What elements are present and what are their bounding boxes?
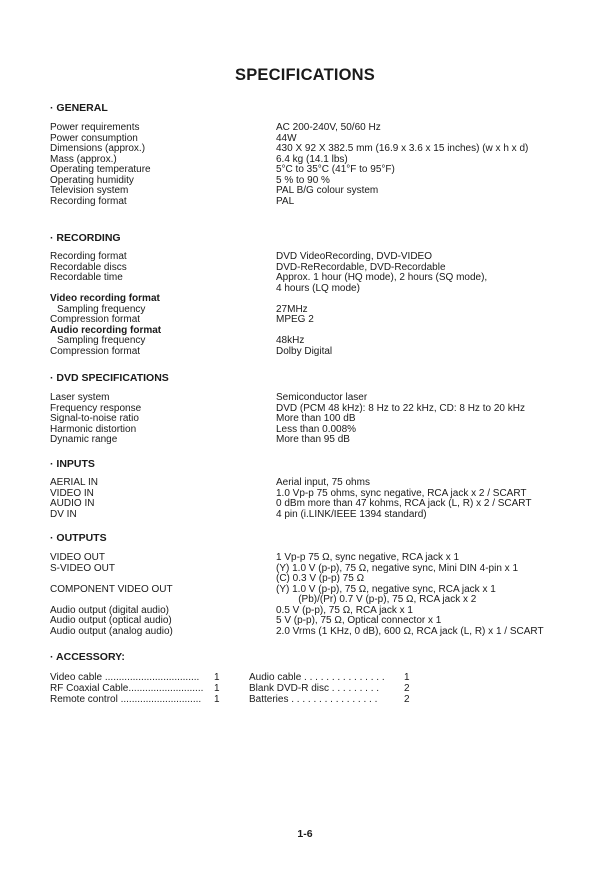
spec-value: (C) 0.3 V (p-p) 75 Ω: [276, 573, 365, 584]
spec-row: [50, 393, 590, 404]
spec-label: Operating humidity: [50, 174, 134, 186]
spec-value: (Pb)/(Pr) 0.7 V (p-p), 75 Ω, RCA jack x 2: [276, 594, 477, 605]
spec-value: DVD VideoRecording, DVD-VIDEO: [276, 251, 432, 262]
spec-value: 2.0 Vrms (1 KHz, 0 dB), 600 Ω, RCA jack (L, R) x 1 / SCART: [276, 625, 544, 637]
spec-value: 5 V (p-p), 75 Ω, Optical connector x 1: [276, 615, 442, 626]
section-heading-general: · GENERAL: [50, 102, 108, 114]
spec-label: Audio output (optical audio): [50, 615, 172, 626]
spec-label: Laser system: [50, 392, 110, 403]
spec-label: VIDEO IN: [50, 487, 94, 499]
spec-value: 4 pin (i.LINK/IEEE 1394 standard): [276, 508, 427, 520]
spec-label: Recordable discs: [50, 261, 127, 273]
spec-row: [50, 574, 590, 585]
spec-label: Dimensions (approx.): [50, 143, 146, 154]
spec-label: Dynamic range: [50, 434, 118, 445]
spec-row: [50, 273, 590, 284]
spec-value: DVD-ReRecordable, DVD-Recordable: [276, 261, 446, 273]
spec-row: [50, 616, 590, 627]
section-heading-outputs: · OUTPUTS: [50, 532, 107, 544]
spec-row: [50, 197, 590, 208]
accessory-qty: 2: [404, 683, 410, 694]
accessory-qty: 1: [214, 683, 220, 694]
spec-value: 44W: [276, 132, 297, 144]
spec-value: 5°C to 35°C (41°F to 95°F): [276, 164, 395, 175]
accessory-qty: 2: [404, 694, 410, 705]
spec-subheading: [50, 294, 590, 305]
accessory-list: [50, 672, 590, 705]
spec-row: [50, 553, 590, 564]
spec-label: S-VIDEO OUT: [50, 562, 116, 574]
section-heading-dvd: · DVD SPECIFICATIONS: [50, 372, 169, 384]
spec-label: Signal-to-noise ratio: [50, 413, 139, 424]
spec-row: [50, 414, 590, 425]
spec-value: 48kHz: [276, 335, 305, 346]
page-number: 1-6: [297, 828, 313, 840]
spec-label: Power consumption: [50, 132, 138, 144]
spec-value: 27MHz: [276, 303, 308, 315]
page-title: SPECIFICATIONS: [234, 66, 375, 84]
accessory-row: [50, 694, 590, 705]
spec-label: Sampling frequency: [57, 335, 146, 346]
spec-label: Video recording format: [50, 293, 160, 304]
spec-value: 1 Vp-p 75 Ω, sync negative, RCA jack x 1: [276, 552, 460, 563]
spec-label: Sampling frequency: [57, 303, 146, 315]
spec-label: Audio output (digital audio): [50, 604, 169, 616]
spec-row: [50, 123, 590, 134]
spec-row: [50, 435, 590, 446]
spec-value: 0.5 V (p-p), 75 Ω, RCA jack x 1: [276, 604, 413, 616]
accessory-item: Remote control .............................: [50, 694, 202, 705]
spec-value: PAL: [276, 195, 295, 207]
spec-label: AUDIO IN: [50, 498, 95, 509]
spec-value: Semiconductor laser: [276, 392, 368, 403]
spec-row: [50, 252, 590, 263]
spec-value: PAL B/G colour system: [276, 185, 379, 196]
accessory-item: Audio cable . . . . . . . . . . . . . . .: [249, 672, 385, 683]
spec-label: Recordable time: [50, 272, 123, 283]
spec-value: 430 X 92 X 382.5 mm (16.9 x 3.6 x 15 inches) (w x h x d): [276, 143, 529, 154]
spec-value: 4 hours (LQ mode): [276, 282, 360, 294]
section-heading-recording: · RECORDING: [50, 232, 121, 244]
spec-label: Compression format: [50, 314, 141, 325]
spec-value: 5 % to 90 %: [276, 174, 330, 186]
spec-value: (Y) 1.0 V (p-p), 75 Ω, negative sync, RCA jack x 1: [276, 583, 496, 595]
accessory-row: [50, 683, 590, 694]
spec-row: [50, 627, 590, 638]
spec-label: Power requirements: [50, 122, 140, 133]
outputs-spec-list: [50, 553, 590, 637]
spec-row: [50, 186, 590, 197]
spec-label: AERIAL IN: [50, 477, 98, 488]
spec-value: More than 100 dB: [276, 413, 356, 424]
spec-label: Frequency response: [50, 402, 142, 414]
accessory-item: Batteries . . . . . . . . . . . . . . . .: [249, 694, 378, 705]
accessory-qty: 1: [404, 672, 410, 683]
spec-row: [50, 165, 590, 176]
spec-row: [50, 336, 590, 347]
spec-value: (Y) 1.0 V (p-p), 75 Ω, negative sync, Mini DIN 4-pin x 1: [276, 562, 519, 574]
spec-row: [50, 144, 590, 155]
spec-label: Recording format: [50, 195, 127, 207]
accessory-qty: 1: [214, 694, 220, 705]
dvd-spec-list: [50, 393, 590, 446]
spec-label: Mass (approx.): [50, 153, 117, 165]
spec-value: AC 200-240V, 50/60 Hz: [276, 122, 381, 133]
spec-label: Audio recording format: [50, 324, 162, 336]
spec-value: Less than 0.008%: [276, 423, 357, 435]
accessory-item: Video cable ..................................: [50, 672, 200, 683]
spec-label: VIDEO OUT: [50, 552, 106, 563]
spec-value: MPEG 2: [276, 314, 314, 325]
spec-row: [50, 499, 590, 510]
spec-value: 1.0 Vp-p 75 ohms, sync negative, RCA jack x 2 / SCART: [276, 487, 527, 499]
spec-row: [50, 478, 590, 489]
accessory-item: Blank DVD-R disc . . . . . . . . .: [249, 683, 380, 694]
spec-label: Television system: [50, 185, 129, 196]
accessory-item: RF Coaxial Cable...........................: [50, 683, 204, 694]
spec-value: Aerial input, 75 ohms: [276, 477, 370, 488]
spec-label: Recording format: [50, 251, 127, 262]
spec-value: 0 dBm more than 47 kohms, RCA jack (L, R) x 2 / SCART: [276, 498, 532, 509]
inputs-spec-list: [50, 478, 590, 520]
spec-value: Dolby Digital: [276, 345, 333, 357]
spec-row: [50, 595, 590, 606]
section-heading-accessory: · ACCESSORY:: [50, 651, 125, 663]
spec-value: More than 95 dB: [276, 434, 350, 445]
accessory-row: [50, 672, 590, 683]
spec-value: Approx. 1 hour (HQ mode), 2 hours (SQ mode),: [276, 272, 488, 283]
accessory-qty: 1: [214, 672, 220, 683]
spec-value: DVD (PCM 48 kHz): 8 Hz to 22 kHz, CD: 8 Hz to 20 kHz: [276, 402, 525, 414]
spec-label: Audio output (analog audio): [50, 625, 173, 637]
spec-label: COMPONENT VIDEO OUT: [50, 583, 173, 595]
spec-label: Operating temperature: [50, 164, 151, 175]
spec-label: Harmonic distortion: [50, 423, 137, 435]
spec-label: DV IN: [50, 508, 77, 520]
spec-row: [50, 510, 590, 521]
recording-spec-list: [50, 252, 590, 357]
spec-value: 6.4 kg (14.1 lbs): [276, 153, 348, 165]
general-spec-list: [50, 123, 590, 207]
spec-row: [50, 347, 590, 358]
spec-row: [50, 315, 590, 326]
spec-label: Compression format: [50, 345, 141, 357]
section-heading-inputs: · INPUTS: [50, 458, 95, 470]
